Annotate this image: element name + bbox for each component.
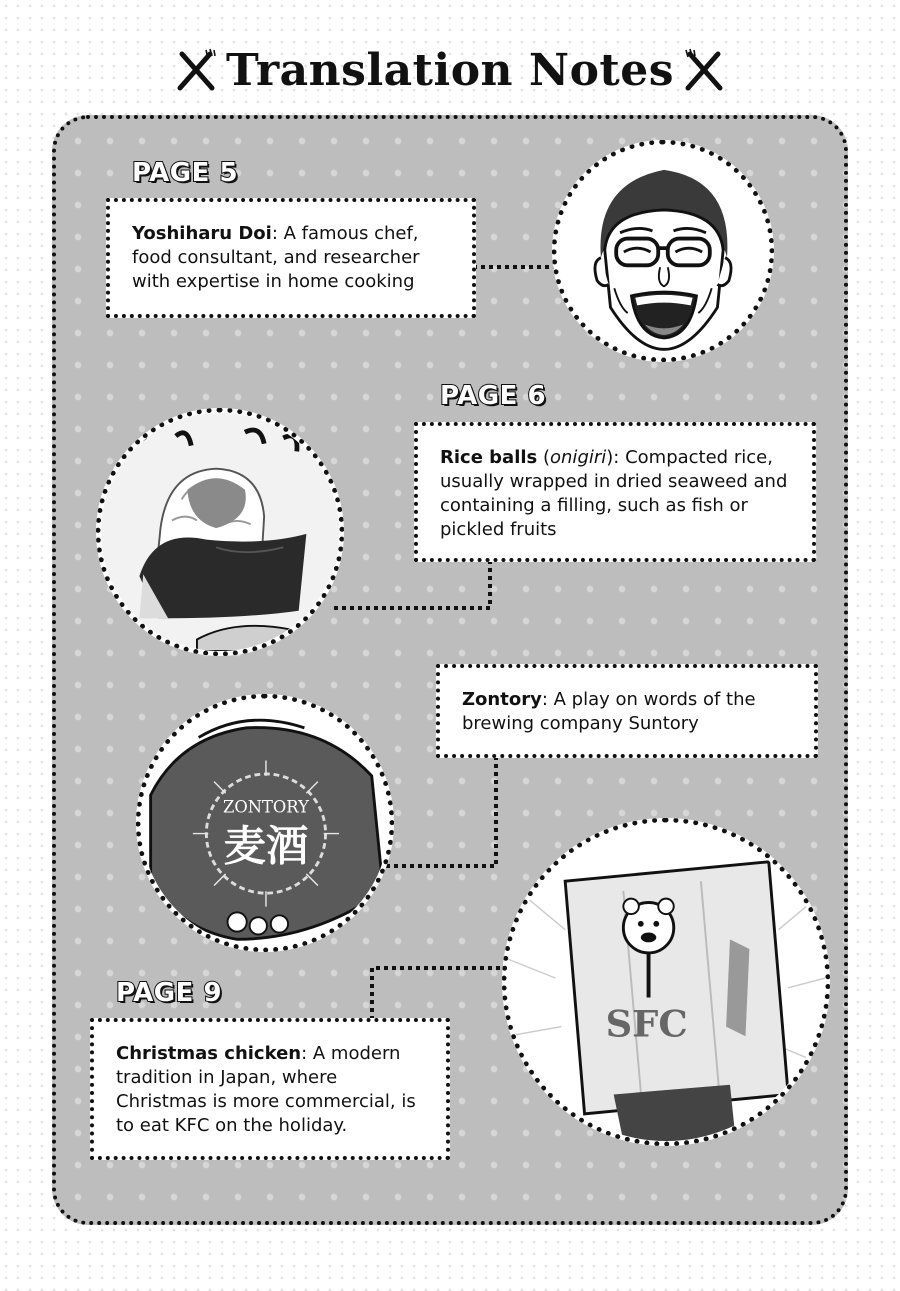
note-italic-term: onigiri <box>550 447 607 468</box>
note-paren-close: ) <box>606 447 614 468</box>
page-label-5: PAGE 5 <box>132 158 239 188</box>
chef-portrait-circle <box>552 140 774 362</box>
note-term: Zontory <box>462 689 542 710</box>
jacket-kanji-text: 麦酒 <box>223 820 309 871</box>
note-paren-open: ( <box>537 447 551 468</box>
note-text: : A modern tradition in Japan, where Christmas is more commercial, is to eat KFC on the holiday. <box>116 1043 416 1136</box>
zontory-jacket-circle <box>136 694 394 952</box>
chicken-bag-illustration <box>507 823 825 1141</box>
note-text: : Compacted rice, usually wrapped in dried seaweed and containing a filling, such as fish or pickled fruits <box>440 447 788 540</box>
note-term: Yoshiharu Doi <box>132 223 272 244</box>
bag-logo-text: SFC <box>605 1001 688 1046</box>
note-zontory <box>436 664 818 758</box>
note-term: Rice balls <box>440 447 538 468</box>
note-text: : A play on words of the brewing company Suntory <box>462 689 756 734</box>
rice-ball-illustration <box>101 413 339 651</box>
note-term: Christmas chicken <box>116 1043 302 1064</box>
page-title: Translation Notes <box>225 44 675 96</box>
chef-face-illustration <box>557 145 769 357</box>
note-yoshiharu-doi <box>106 198 476 318</box>
page-header <box>0 38 900 102</box>
page-label-6: PAGE 6 <box>440 381 547 411</box>
jacket-logo-text: ZONTORY <box>223 797 309 817</box>
jacket-illustration <box>141 699 389 947</box>
note-christmas-chicken <box>90 1018 450 1160</box>
note-rice-balls <box>414 422 816 562</box>
kfc-bag-circle <box>502 818 830 1146</box>
rice-ball-circle <box>96 408 344 656</box>
crossed-utensils-icon <box>172 46 220 94</box>
page-label-9: PAGE 9 <box>116 978 223 1008</box>
note-text: : A famous chef, food consultant, and researcher with expertise in home cooking <box>132 223 420 292</box>
crossed-utensils-icon <box>680 46 728 94</box>
